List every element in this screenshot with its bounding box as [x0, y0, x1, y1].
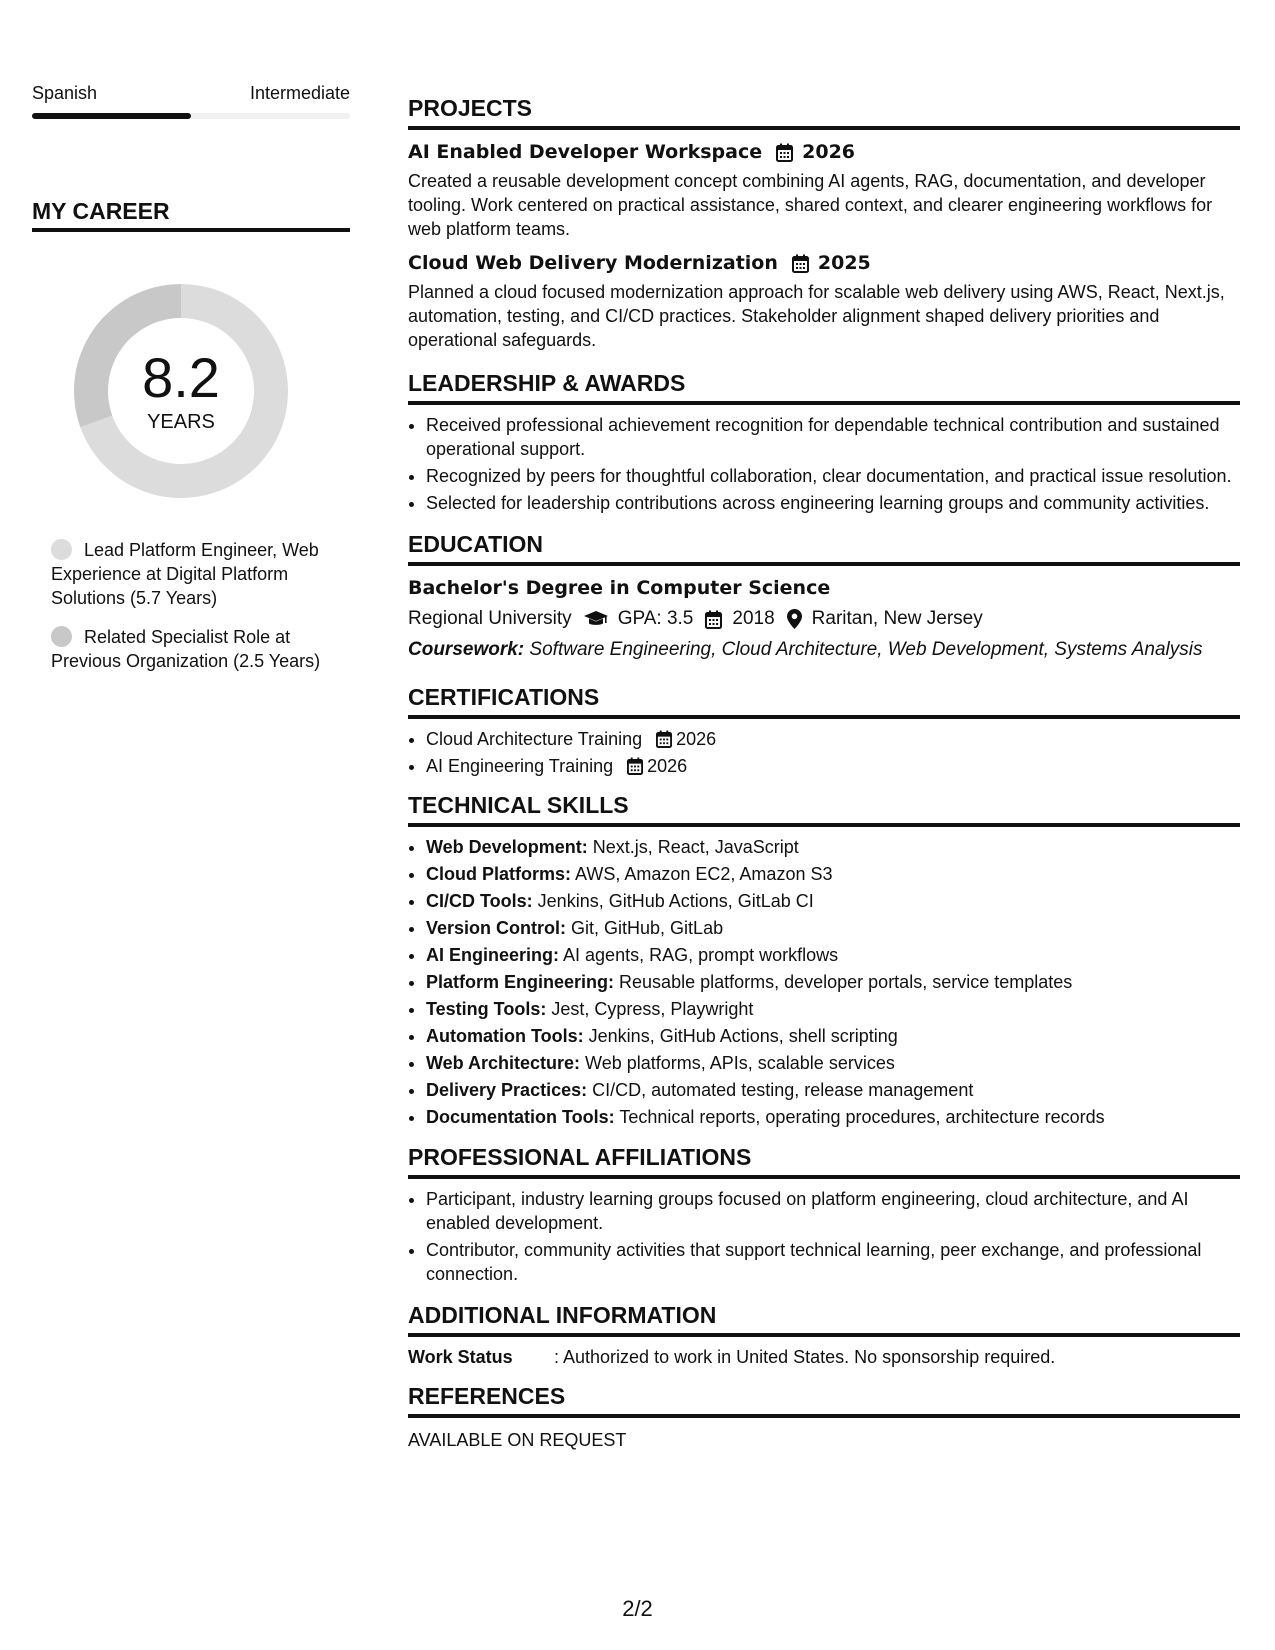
- skill-item: [426, 996, 1240, 1022]
- certification-row: [426, 754, 687, 778]
- skill-category: Testing Tools:: [426, 999, 547, 1019]
- work-status-value: : Authorized to work in United States. No sponsorship required.: [554, 1347, 1056, 1367]
- career-donut-chart: [66, 276, 296, 506]
- project-title-row: [408, 251, 1240, 275]
- skill-value: AI agents, RAG, prompt workflows: [563, 945, 839, 965]
- skill-value: AWS, Amazon EC2, Amazon S3: [575, 864, 833, 884]
- location-pin-icon: [787, 609, 802, 629]
- skill-item: [426, 888, 1240, 914]
- project-title: AI Enabled Developer Workspace: [408, 141, 763, 163]
- project-year: 2026: [802, 141, 856, 163]
- project-description: Created a reusable development concept combining AI agents, RAG, documentation, and developer tooling. Work centered on practical assistance, shared context, and clearer engineering workflows for web platform teams.: [408, 171, 1213, 239]
- certifications-list: [408, 727, 1240, 778]
- additional-heading: ADDITIONAL INFORMATION: [408, 1302, 1240, 1337]
- certification-row: [426, 727, 716, 751]
- affiliations-list: [408, 1187, 1240, 1286]
- skill-item: [426, 915, 1240, 941]
- career-heading: MY CAREER: [32, 197, 350, 232]
- list-item: [426, 754, 1240, 778]
- education-school: Regional University: [408, 608, 572, 629]
- right-column: [408, 95, 1240, 1452]
- certification-year: 2026: [676, 729, 717, 749]
- skill-item: [426, 1104, 1240, 1130]
- list-item: • Recognized by peers for thoughtful collaboration, clear documentation, and practical issue resolution.: [426, 464, 1240, 488]
- certifications-heading: CERTIFICATIONS: [408, 684, 1240, 719]
- language-proficiency-fill: [32, 113, 191, 119]
- coursework-value: Software Engineering, Cloud Architecture, Web Development, Systems Analysis: [529, 639, 1203, 660]
- certification-year: 2026: [647, 756, 688, 776]
- skill-value: Jenkins, GitHub Actions, GitLab CI: [537, 891, 814, 911]
- skill-item: [426, 1023, 1240, 1049]
- affiliations-heading: PROFESSIONAL AFFILIATIONS: [408, 1144, 1240, 1179]
- graduation-cap-icon: [584, 611, 608, 628]
- skill-item: [426, 1077, 1240, 1103]
- list-item: • Contributor, community activities that support technical learning, peer exchange, and professional connection.: [426, 1238, 1240, 1286]
- education-coursework: [408, 638, 1240, 662]
- career-total: [66, 276, 296, 506]
- references-text: AVAILABLE ON REQUEST: [408, 1430, 627, 1450]
- skill-item: [426, 1050, 1240, 1076]
- project-title: Cloud Web Delivery Modernization: [408, 252, 778, 274]
- education-degree: Bachelor's Degree in Computer Science: [408, 577, 831, 599]
- leadership-heading: LEADERSHIP & AWARDS: [408, 370, 1240, 405]
- career-legend: [32, 538, 350, 673]
- list-item: • Received professional achievement recognition for dependable technical contribution and sustained operational support.: [426, 413, 1240, 461]
- calendar-icon: [776, 143, 793, 162]
- language-level: Intermediate: [249, 83, 350, 103]
- project-year: 2025: [817, 252, 871, 274]
- calendar-icon: [656, 730, 672, 748]
- calendar-icon: [627, 757, 643, 775]
- skill-category: Documentation Tools:: [426, 1107, 615, 1127]
- career-role-label: Lead Platform Engineer, Web Experience at Digital Platform Solutions (5.7 Years): [51, 540, 319, 608]
- career-total-value: 8.2: [142, 346, 220, 409]
- calendar-icon: [705, 610, 722, 629]
- skill-category: Delivery Practices:: [426, 1080, 588, 1100]
- skill-category: CI/CD Tools:: [426, 891, 533, 911]
- skill-category: Web Development:: [426, 837, 588, 857]
- skill-item: [426, 942, 1240, 968]
- skill-value: Reusable platforms, developer portals, service templates: [619, 972, 1073, 992]
- education-heading: EDUCATION: [408, 531, 1240, 566]
- education-meta: [408, 606, 1240, 632]
- project-title-row: [408, 140, 1240, 164]
- references-heading: REFERENCES: [408, 1383, 1240, 1418]
- skill-value: Next.js, React, JavaScript: [592, 837, 799, 857]
- education-year: 2018: [732, 608, 775, 629]
- skill-value: CI/CD, automated testing, release management: [592, 1080, 974, 1100]
- skill-category: Automation Tools:: [426, 1026, 584, 1046]
- career-role-label: Related Specialist Role at Previous Organization (2.5 Years): [51, 627, 321, 671]
- skill-value: Web platforms, APIs, scalable services: [585, 1053, 895, 1073]
- skill-value: Technical reports, operating procedures, architecture records: [619, 1107, 1105, 1127]
- career-legend-item: [51, 538, 331, 610]
- coursework-label: Coursework:: [408, 639, 525, 660]
- leadership-list: [408, 413, 1240, 515]
- skill-item: [426, 834, 1240, 860]
- skill-category: Platform Engineering:: [426, 972, 615, 992]
- list-item: • Selected for leadership contributions across engineering learning groups and community activities.: [426, 491, 1240, 515]
- skills-heading: TECHNICAL SKILLS: [408, 792, 1240, 827]
- project-description: Planned a cloud focused modernization approach for scalable web delivery using AWS, React, Next.js, automation, testing, and CI/CD practices. Stakeholder alignment shaped delivery priorities and operational safeguards.: [408, 282, 1225, 350]
- project-item: [408, 140, 1240, 241]
- legend-dot-icon: [51, 539, 72, 560]
- skills-list: [408, 834, 1240, 1130]
- skill-value: Jenkins, GitHub Actions, shell scripting: [588, 1026, 898, 1046]
- skill-category: Web Architecture:: [426, 1053, 581, 1073]
- certification-name: • AI Engineering Training: [426, 756, 614, 776]
- list-item: • Participant, industry learning groups focused on platform engineering, cloud architecture, and AI enabled development.: [426, 1187, 1240, 1235]
- work-status-label: Work Status: [408, 1347, 513, 1367]
- legend-dot-icon: [51, 626, 72, 647]
- skill-category: Cloud Platforms:: [426, 864, 572, 884]
- project-item: [408, 251, 1240, 352]
- language-row: [32, 82, 350, 104]
- education-location: Raritan, New Jersey: [811, 608, 983, 629]
- education-gpa: GPA: 3.5: [617, 608, 694, 629]
- skill-item: [426, 861, 1240, 887]
- skill-category: Version Control:: [426, 918, 567, 938]
- list-item: [426, 727, 1240, 751]
- projects-heading: PROJECTS: [408, 95, 1240, 130]
- language-proficiency-bar: [32, 113, 350, 119]
- skill-value: Git, GitHub, GitLab: [571, 918, 724, 938]
- additional-row: [408, 1345, 1240, 1369]
- certification-name: • Cloud Architecture Training: [426, 729, 643, 749]
- career-total-unit: YEARS: [147, 411, 215, 433]
- language-name: Spanish: [32, 83, 98, 103]
- career-legend-item: [51, 625, 331, 673]
- skill-item: [426, 969, 1240, 995]
- page-number: 2/2: [622, 1596, 653, 1621]
- left-column: [32, 82, 350, 688]
- skill-category: AI Engineering:: [426, 945, 560, 965]
- calendar-icon: [792, 254, 809, 273]
- skill-value: Jest, Cypress, Playwright: [551, 999, 754, 1019]
